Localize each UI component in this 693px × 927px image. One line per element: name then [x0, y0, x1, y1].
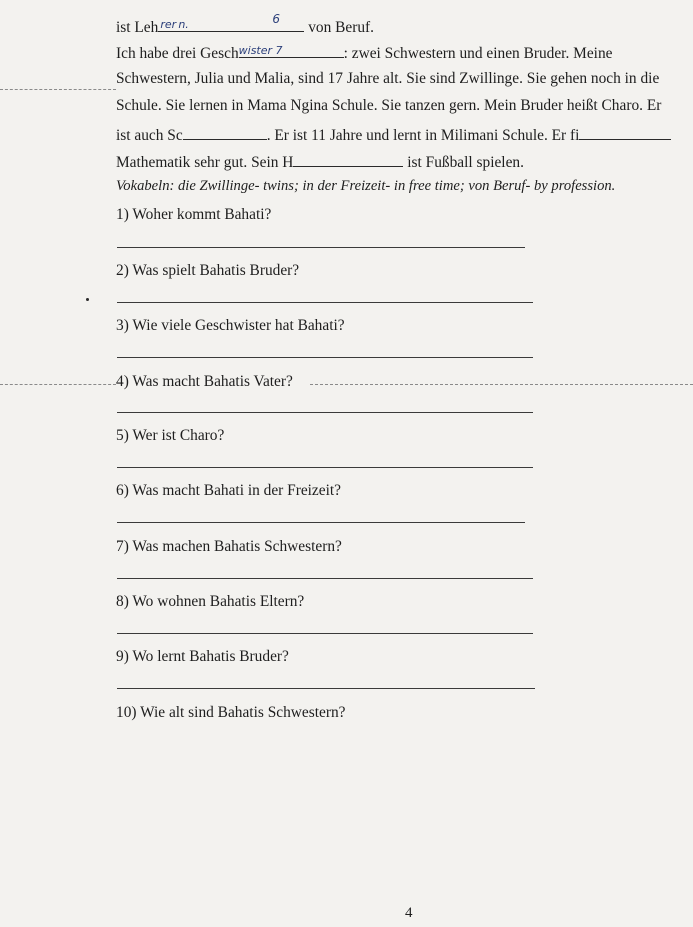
text-segment: Mathematik sehr gut. Sein H — [116, 154, 294, 171]
fold-line — [0, 89, 116, 90]
page-number: 4 — [405, 905, 413, 921]
question-5: 5) Wer ist Charo? — [116, 427, 225, 444]
answer-line-8[interactable] — [117, 633, 533, 634]
fold-line — [310, 384, 693, 385]
question-8: 8) Wo wohnen Bahatis Eltern? — [116, 593, 305, 610]
handwritten-answer: rer n. — [160, 18, 189, 31]
text-line-1 — [116, 12, 375, 36]
text-line-5 — [116, 125, 671, 143]
question-3: 3) Wie viele Geschwister hat Bahati? — [116, 317, 345, 334]
answer-line-2[interactable] — [117, 302, 533, 303]
text-segment: ist Leh — [116, 19, 159, 36]
ink-dot — [86, 298, 89, 301]
question-6: 6) Was macht Bahati in der Freizeit? — [116, 482, 341, 499]
text-segment: ist Fußball spielen. — [407, 154, 524, 171]
answer-line-9[interactable] — [117, 688, 535, 689]
text-line-2 — [116, 43, 612, 61]
question-10: 10) Wie alt sind Bahatis Schwestern? — [116, 704, 346, 721]
answer-line-3[interactable] — [117, 357, 533, 358]
question-9: 9) Wo lernt Bahatis Bruder? — [116, 648, 289, 665]
fill-blank-hobby[interactable] — [293, 152, 403, 167]
question-1: 1) Woher kommt Bahati? — [116, 206, 272, 223]
fold-line — [0, 384, 116, 385]
answer-line-7[interactable] — [117, 578, 533, 579]
text-segment: Ich habe drei Gesch — [116, 45, 239, 62]
answer-line-4[interactable] — [117, 412, 533, 413]
handwritten-answer: wister 7 — [238, 44, 283, 57]
answer-line-5[interactable] — [117, 467, 533, 468]
question-2: 2) Was spielt Bahatis Bruder? — [116, 262, 300, 279]
text-segment: von Beruf. — [308, 19, 375, 36]
answer-line-1[interactable] — [117, 247, 525, 248]
text-segment: ist auch Sc — [116, 127, 183, 144]
question-4: 4) Was macht Bahatis Vater? — [116, 373, 293, 390]
text-segment: : zwei Schwestern und einen Bruder. Meine — [343, 45, 613, 62]
fill-blank-schueler[interactable] — [183, 125, 267, 140]
text-line-3: Schwestern, Julia und Malia, sind 17 Jahre alt. Sie sind Zwillinge. Sie gehen noch in die — [116, 70, 660, 87]
fill-blank-beruf[interactable] — [158, 12, 304, 32]
vocabulary-note: Vokabeln: die Zwillinge- twins; in der Freizeit- in free time; von Beruf- by profession. — [116, 178, 616, 194]
fill-blank-findet[interactable] — [579, 125, 671, 140]
text-line-4: Schule. Sie lernen in Mama Ngina Schule. Sie tanzen gern. Mein Bruder heißt Charo. Er — [116, 97, 662, 114]
text-line-6 — [116, 152, 524, 170]
answer-line-6[interactable] — [117, 522, 525, 523]
question-7: 7) Was machen Bahatis Schwestern? — [116, 538, 342, 555]
text-segment: . Er ist 11 Jahre und lernt in Milimani Schule. Er fi — [266, 127, 580, 144]
handwritten-score: 6 — [272, 12, 280, 26]
fill-blank-geschwister[interactable] — [239, 43, 344, 58]
